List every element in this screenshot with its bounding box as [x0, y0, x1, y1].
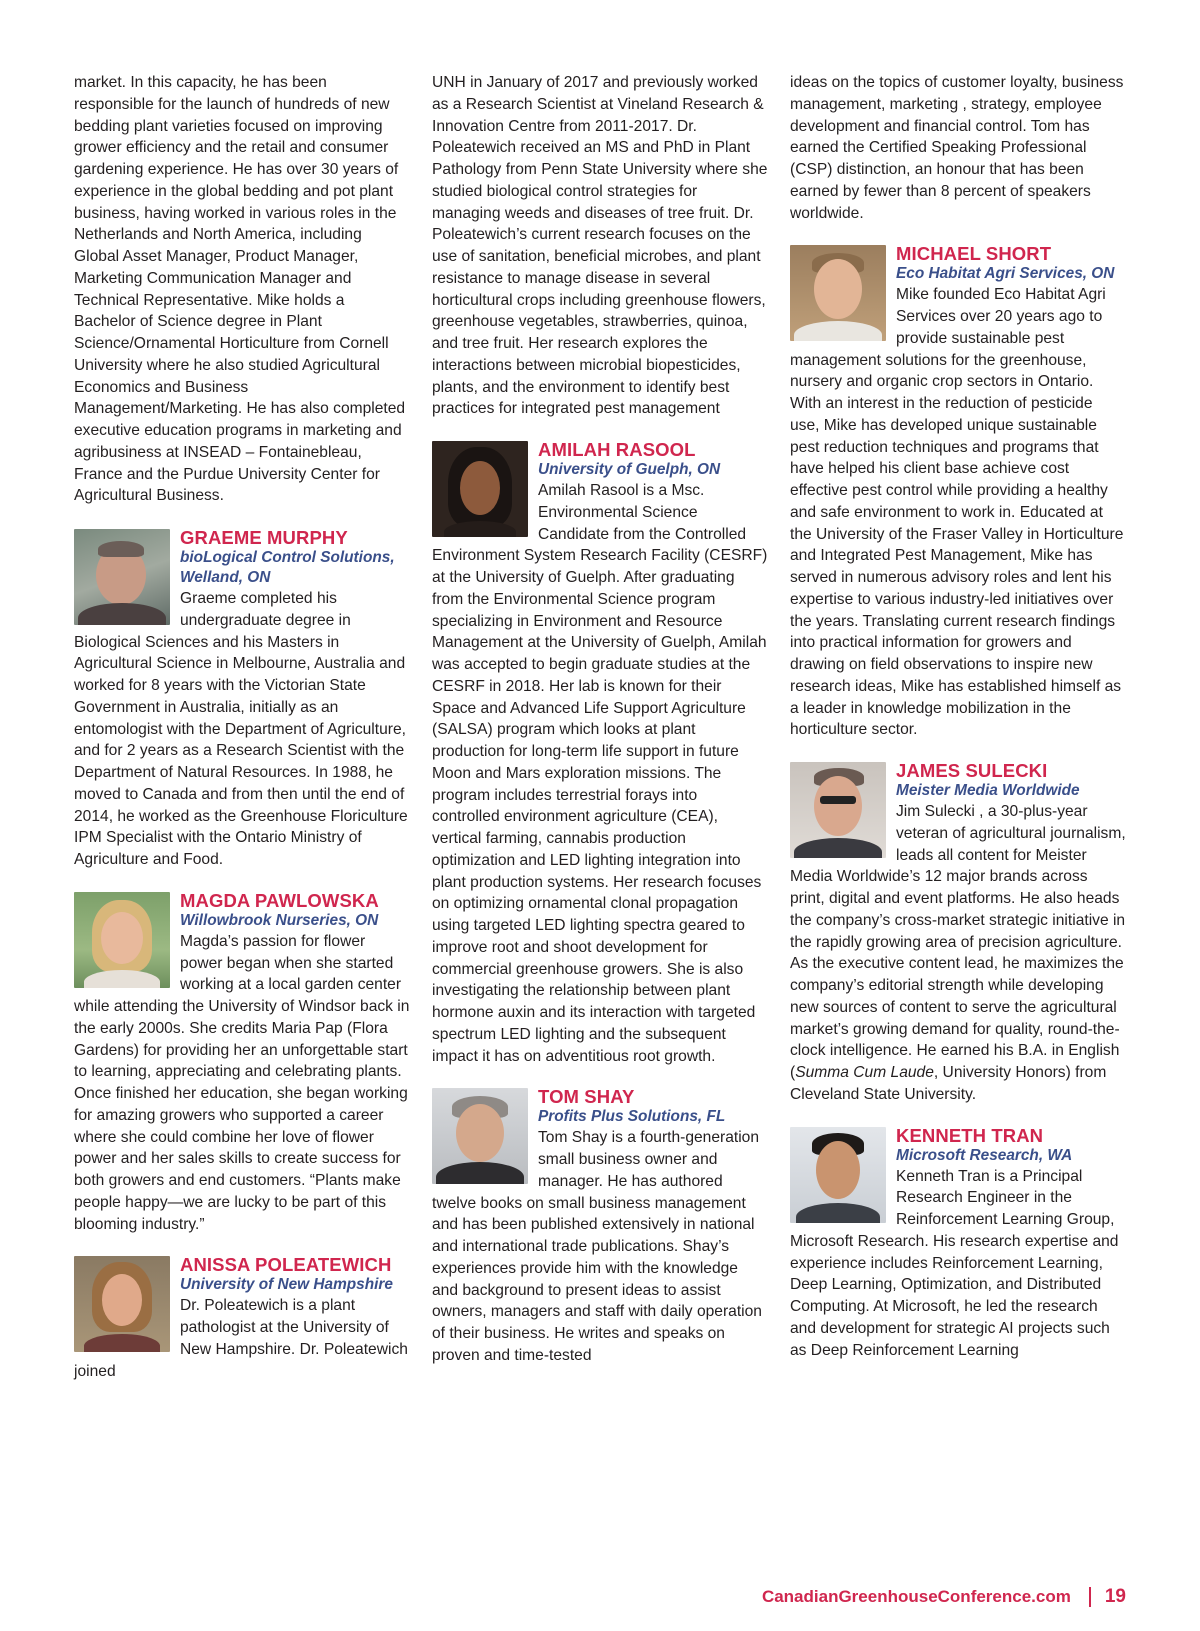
page-footer — [762, 1586, 1126, 1608]
amilah-rasool-photo — [432, 441, 528, 537]
magda-pawlowska-photo — [74, 892, 170, 988]
speaker-organization: University of New Hampshire — [180, 1276, 393, 1294]
speaker-name: ANISSA POLEATEWICH — [180, 1254, 392, 1276]
speaker-organization: bioLogical Control Solutions, Welland, ON — [180, 549, 395, 586]
column-2 — [432, 72, 768, 1367]
speaker-name: KENNETH TRAN — [896, 1124, 1044, 1146]
footer-website: CanadianGreenhouseConference.com — [761, 1587, 1071, 1606]
speaker-bio: Mike founded Eco Habitat Agri Services over 20 years ago to provide sustainable pest management solutions for the greenhouse, nursery and organic crop sectors in Ontario. With an interest in the reduction of pesticide use, Mike has developed unique sustainable pest reduction techniques and programs that have helped his client base achieve cost effective pest control while providing a healthy and safe environment to work in. Educated at the University of the Fraser Valley in Horticulture and Integrated Pest Management, Mike has served in numerous advisory roles and lent his expertise to various industry-led initiatives over the years. Translating current research findings into practical information for growers and drawing on field observations to inspire new research ideas, Mike has established himself as a leader in knowledge mobilization in the horticulture sector. — [790, 286, 1124, 739]
speaker-name: AMILAH RASOOL — [538, 439, 696, 460]
speaker-bio: Magda’s passion for flower power began when she started working at a local garden center while attending the University of Windsor back in the early 2000s. She credits Maria Pap (Flora Gardens) for providing her an unforgettable start to learning, appreciating and celebrating plants. Once finished her education, she began working for amazing growers who supported a career where she could combine her love of flower power and her sales skills to create success for both growers and end customers. “Plants make people happy—we are lucky to be part of this blooming industry.” — [74, 932, 410, 1233]
speaker-graeme-murphy — [74, 527, 410, 871]
speaker-name: MICHAEL SHORT — [896, 243, 1052, 265]
speaker-bio-italic: Summa Cum Laude — [795, 1064, 934, 1081]
speaker-name: TOM SHAY — [538, 1086, 635, 1108]
speaker-organization: Willowbrook Nurseries, ON — [180, 911, 379, 929]
speaker-organization: Microsoft Research, WA — [896, 1146, 1073, 1164]
graeme-murphy-photo — [74, 529, 170, 625]
speaker-bio: Amilah Rasool is a Msc. Environmental Science Candidate from the Controlled Environment System Research Facility (CESRF) at the University of Guelph. After graduating from the Environmental Science program specializing in Environment and Resource Management at the University of Guelph, Amilah was accepted to begin graduate studies at the CESRF in 2018. Her lab is known for their Space and Advanced Life Support Agriculture (SALSA) program which looks at plant production for long-term life support in future Moon and Mars exploration missions. The program includes terrestrial forays into controlled environment agriculture (CEA), vertical farming, cannabis production optimization and LED lighting integration into plant production systems. Her research focuses on optimizing ornamental clonal propagation using targeted LED lighting spectra geared to improve root and shoot development for commercial greenhouse growers. She is also investigating the relationship between plant hormone auxin and its interaction with targeted spectrum LED lighting and the subsequent impact it has on adventitious root growth. — [432, 482, 768, 1065]
speaker-tom-shay — [432, 1086, 768, 1366]
footer-divider — [1089, 1587, 1091, 1607]
body-paragraph: market. In this capacity, he has been responsible for the launch of hundreds of new bedding plant varieties focused on improving grower efficiency and the retail and consumer gardening experience. He has over 30 years of experience in the global bedding and pot plant business, having worked in various roles in the Netherlands and North America, including Global Asset Manager, Product Manager, Marketing Communication Manager and Technical Representative. Mike holds a Bachelor of Science degree in Plant Science/Ornamental Horticulture from Cornell University where he also studied Agricultural Economics and Business Management/Marketing. He has also completed executive education programs in marketing and agribusiness at INSEAD – Fontainebleau, France and the Purdue University Center for Agricultural Business. — [74, 74, 406, 505]
speaker-bio: Tom Shay is a fourth-generation small business owner and manager. He has authored twelve books on small business management and has been published extensively in national and international trade publications. Shay’s experiences provide him with the knowledge and background to present ideas to assist owners, managers and staff with daily operation of their business. He writes and speaks on proven and time-tested — [432, 1129, 762, 1364]
column-3 — [790, 72, 1126, 1361]
speaker-magda-pawlowska — [74, 890, 410, 1236]
speaker-organization: Profits Plus Solutions, FL — [538, 1108, 726, 1126]
speaker-organization: Eco Habitat Agri Services, ON — [896, 265, 1115, 283]
anissa-poleatewich-photo — [74, 1256, 170, 1352]
body-paragraph: ideas on the topics of customer loyalty, business management, marketing , strategy, employee development and financial control. Tom has earned the Certified Speaking Professional (CSP) distinction, an honour that has been earned by fewer than 8 percent of speakers worldwide. — [790, 74, 1124, 222]
speaker-james-sulecki — [790, 760, 1126, 1106]
page-number: 19 — [1104, 1586, 1126, 1607]
kenneth-tran-photo — [790, 1127, 886, 1223]
speaker-amilah-rasool — [432, 439, 768, 1067]
body-paragraph: UNH in January of 2017 and previously worked as a Research Scientist at Vineland Research & Innovation Centre from 2011-2017. Dr. Poleatewich received an MS and PhD in Plant Pathology from Penn State University where she studied biological control strategies for managing weeds and diseases of tree fruit. Dr. Poleatewich’s current research focuses on the use of sanitation, beneficial microbes, and plant resistance to manage disease in several horticultural crops including greenhouse flowers, greenhouse vegetables, strawberries, quinoa, and tree fruit. Her research explores the interactions between microbial biopesticides, plants, and the environment to identify best practices for integrated pest management — [432, 74, 768, 418]
speaker-name: GRAEME MURPHY — [180, 527, 348, 548]
speaker-organization: Meister Media Worldwide — [896, 782, 1080, 799]
speaker-kenneth-tran — [790, 1125, 1126, 1362]
speaker-bio: Kenneth Tran is a Principal Research Engineer in the Reinforcement Learning Group, Microsoft Research. His research expertise and experience includes Reinforcement Learning, Deep Learning, Optimization, and Distributed Computing. At Microsoft, he led the research and development for strategic AI projects such as Deep Reinforcement Learning — [790, 1167, 1119, 1359]
speaker-bio: Graeme completed his undergraduate degree in Biological Sciences and his Masters in Agricultural Science in Melbourne, Australia and worked for 8 years with the Victorian State Government in Australia, initially as an entomologist with the Department of Agriculture, and for 2 years as a Research Scientist with the Department of Natural Resources. In 1988, he moved to Canada and from then until the end of 2014, he worked as the Greenhouse Floriculture IPM Specialist with the Ontario Ministry of Agriculture and Food. — [74, 590, 408, 868]
speaker-bio-part: , University Honors) from Cleveland State University. — [790, 1064, 1107, 1103]
speaker-bio: Dr. Poleatewich is a plant pathologist at the University of New Hampshire. Dr. Poleatewich joined — [74, 1297, 408, 1380]
speaker-name: JAMES SULECKI — [896, 760, 1048, 781]
tom-shay-photo — [432, 1088, 528, 1184]
michael-short-photo — [790, 245, 886, 341]
speaker-organization: University of Guelph, ON — [538, 461, 721, 478]
speaker-bio-part: Jim Sulecki , a 30-plus-year veteran of agricultural journalism, leads all content for Meister Media Worldwide’s 12 major brands across print, digital and event platforms. He also heads the company’s cross-market strategic initiative in the rapidly growing area of precision agriculture. As the executive content lead, he maximizes the company’s editorial strength while developing new sources of content to serve the agricultural market’s growing demand for quality, round-the-clock intelligence. He earned his B.A. in English ( — [790, 803, 1126, 1081]
speaker-anissa-poleatewich — [74, 1254, 410, 1382]
speaker-name: MAGDA PAWLOWSKA — [180, 889, 379, 911]
column-1 — [74, 72, 410, 1382]
james-sulecki-photo — [790, 762, 886, 858]
speaker-michael-short — [790, 243, 1126, 741]
